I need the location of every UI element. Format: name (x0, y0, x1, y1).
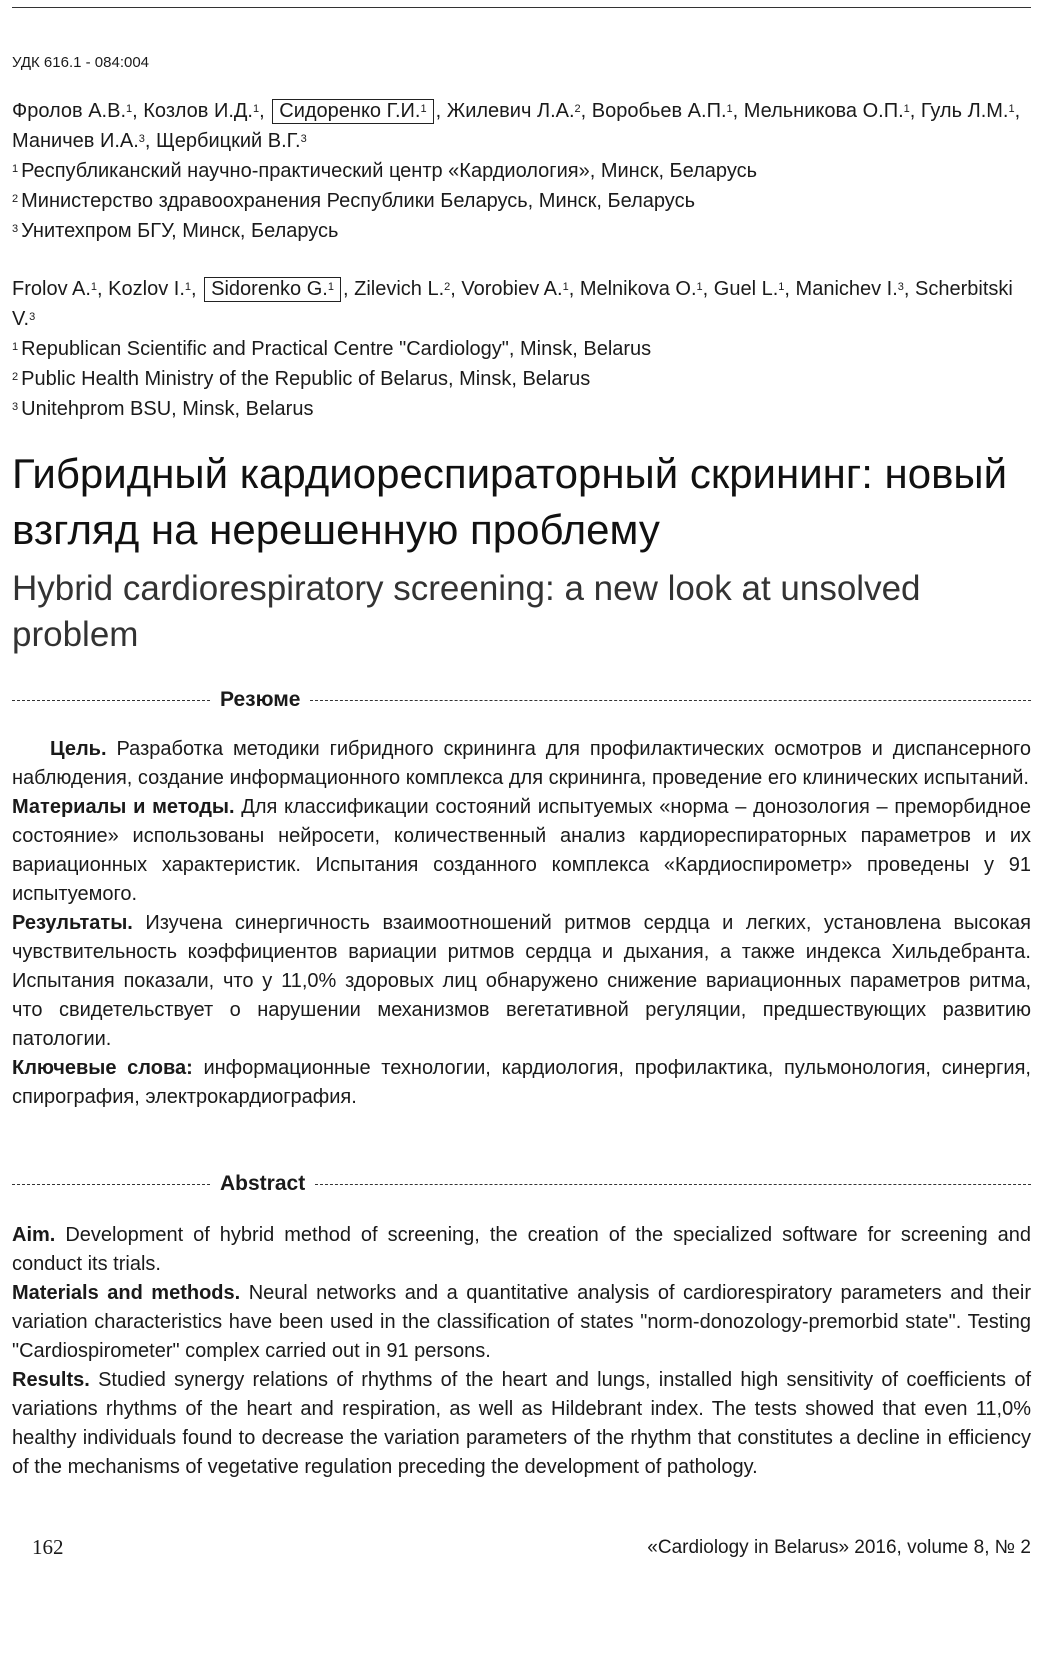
resume-keywords-label: Ключевые слова: (12, 1057, 193, 1079)
author-sup: 2 (444, 281, 451, 293)
affiliation-num: 2 (12, 193, 19, 205)
affiliation-num: 3 (12, 401, 19, 413)
author-name: Гуль Л.М. (920, 100, 1009, 122)
heading-rule (310, 700, 1031, 701)
resume-keywords-text: информационные технологии, кардиология, профилактика, пульмонология, синергия, спирография, электрокардиография. (12, 1057, 1031, 1108)
authors-en: Frolov A.$^1$, Kozlov I.$^1$, Sidorenko G.$^1$ , Zilevich L.$^2$, Vorobiev A.$^1$, Melnikova O.$^1$, Guel L.$^1$, Manichev I.$^3$, Scherbitski V.$^3$ (12, 278, 1013, 330)
author-sup: 3 (29, 311, 36, 323)
author-name: Козлов И.Д. (143, 100, 253, 122)
author-sup: 1 (90, 281, 98, 293)
author-sup: 1 (903, 103, 910, 115)
author-sup: 1 (126, 103, 133, 115)
author-sup: 1 (726, 103, 733, 115)
affiliation (12, 186, 1031, 216)
resume-heading-label: Резюме (220, 688, 301, 711)
author-sup: 1 (327, 281, 334, 293)
heading-rule (12, 700, 210, 701)
resume-aim (12, 735, 1031, 793)
author-sup: 1 (420, 103, 427, 115)
author-name: Guel L. (713, 278, 779, 300)
resume-aim-label: Цель. (50, 738, 107, 760)
article-title-en: Hybrid cardiorespiratory screening: a new look at unsolved problem (12, 569, 921, 654)
abstract-heading (12, 1172, 1031, 1196)
affiliation (12, 364, 1031, 394)
abstract-heading-label: Abstract (220, 1172, 306, 1195)
author-name: Frolov A. (12, 278, 91, 300)
affiliation-text: Unitehprom BSU, Minsk, Belarus (21, 398, 314, 420)
abstract-aim (12, 1221, 1031, 1279)
resume-methods (12, 793, 1031, 909)
resume-keywords (12, 1054, 1031, 1112)
author-sup: 2 (574, 103, 581, 115)
resume-methods-text: Для классификации состояний испытуемых «норма – донозология – преморбидное состояние» использованы нейросети, количественный анализ кардиореспираторных параметров и их вариационных характеристик. Испытания созданного комплекса «Кардиоспирометр» проведены у 91 испытуемого. (12, 796, 1031, 905)
abstract-aim-label: Aim. (12, 1224, 56, 1246)
author-name: Sidorenko G. (211, 278, 328, 300)
author-name: Melnikova O. (579, 278, 697, 300)
author-sup: 3 (138, 133, 145, 145)
author-name: Мельникова О.П. (743, 100, 904, 122)
affiliation-text: Public Health Ministry of the Republic of Belarus, Minsk, Belarus (21, 368, 591, 390)
resume-heading (12, 688, 1031, 712)
affiliation-num: 3 (12, 223, 19, 235)
resume-body (12, 735, 1031, 1112)
author-name: Маничев И.А. (12, 130, 139, 152)
authors-block-ru (12, 96, 1031, 246)
author-name: Воробьев А.П. (591, 100, 727, 122)
top-rule (12, 7, 1031, 8)
author-name: Kozlov I. (108, 278, 185, 300)
author-name: Фролов А.В. (12, 100, 127, 122)
author-sup: 1 (778, 281, 785, 293)
abstract-body (12, 1221, 1031, 1482)
abstract-methods-text: Neural networks and a quantitative analysis of cardiorespiratory parameters and their variation characteristics have been used in the classification of states "norm-donozology-premorbid state". Testing "Cardiospirometer" complex carried out in 91 persons. (12, 1282, 1031, 1362)
author-name: Zilevich L. (354, 278, 445, 300)
author-sup: 1 (696, 281, 703, 293)
author-name: Сидоренко Г.И. (279, 100, 421, 122)
abstract-results-text: Studied synergy relations of rhythms of the heart and lungs, installed high sensitivity of coefficients of variations rhythms of the heart and respiration, as well as Hildebrant index. The tests showed that even 11,0% healthy individuals found to decrease the variation parameters of the rhythm that constitutes a decline in efficiency of the mechanisms of vegetative regulation preceding the development of pathology. (12, 1369, 1031, 1478)
affiliation-num: 1 (12, 163, 19, 175)
affiliation-text: Унитехпром БГУ, Минск, Беларусь (21, 220, 339, 242)
author-name: Manichev I. (795, 278, 898, 300)
abstract-results (12, 1366, 1031, 1482)
resume-results-text: Изучена синергичность взаимоотношений ритмов сердца и легких, установлена высокая чувствительность коэффициентов вариации ритмов сердца и дыхания, а также индекса Хильдебранта. Испытания показали, что у 11,0% здоровых лиц обнаружено снижение вариационных параметров ритма, что свидетельствует о нарушении механизмов вегетативной регуляции, предшествующих развитию патологии. (12, 912, 1031, 1050)
affiliation (12, 334, 1031, 364)
affiliation (12, 394, 1031, 424)
affiliation-text: Republican Scientific and Practical Centre "Cardiology", Minsk, Belarus (21, 338, 652, 360)
udk-code: УДК 616.1 - 084:004 (12, 54, 150, 71)
resume-methods-label: Материалы и методы. (12, 796, 235, 818)
author-name: Scherbitski V. (12, 278, 1013, 330)
abstract-methods (12, 1279, 1031, 1366)
abstract-methods-label: Materials and methods. (12, 1282, 241, 1304)
author-sup: 1 (184, 281, 191, 293)
author-name: Щербицкий В.Г. (156, 130, 301, 152)
affiliation (12, 216, 1031, 246)
author-sup: 1 (253, 103, 260, 115)
author-boxed (204, 277, 341, 302)
author-name: Жилевич Л.А. (446, 100, 575, 122)
page-number: 162 (32, 1535, 64, 1559)
affiliation (12, 156, 1031, 186)
author-boxed (272, 99, 433, 124)
resume-aim-text: Разработка методики гибридного скрининга для профилактических осмотров и диспансерного наблюдения, создание информационного комплекса для скрининга, проведение его клинических испытаний. (12, 738, 1031, 789)
authors-ru: Фролов А.В.$^1$, Козлов И.Д.$^1$, Сидоренко Г.И.$^1$ , Жилевич Л.А.$^2$, Воробьев А.П.$^1$, Мельникова О.П.$^1$, Гуль Л.М.$^1$, Маничев И.А.$^3$, Щербицкий В.Г.$^3$ (12, 100, 1021, 152)
author-sup: 1 (1008, 103, 1015, 115)
article-page (12, 0, 1031, 1657)
heading-rule (315, 1184, 1031, 1185)
resume-results-label: Результаты. (12, 912, 133, 934)
affiliation-num: 1 (12, 341, 19, 353)
abstract-results-label: Results. (12, 1369, 90, 1391)
affiliation-text: Министерство здравоохранения Республики Беларусь, Минск, Беларусь (21, 190, 695, 212)
affiliation-num: 2 (12, 371, 19, 383)
abstract-aim-text: Development of hybrid method of screening, the creation of the specialized software for screening and conduct its trials. (12, 1224, 1031, 1275)
resume-results (12, 909, 1031, 1054)
authors-block-en (12, 274, 1031, 424)
article-title-ru: Гибридный кардиореспираторный скрининг: новый взгляд на нерешенную проблему (12, 450, 1008, 553)
author-sup: 1 (562, 281, 569, 293)
affiliation-text: Республиканский научно-практический центр «Кардиология», Минск, Беларусь (21, 160, 758, 182)
author-sup: 3 (897, 281, 904, 293)
author-sup: 3 (300, 133, 307, 145)
heading-rule (12, 1184, 210, 1185)
journal-citation: «Cardiology in Belarus» 2016, volume 8, № 2 (647, 1537, 1031, 1558)
author-name: Vorobiev A. (461, 278, 563, 300)
